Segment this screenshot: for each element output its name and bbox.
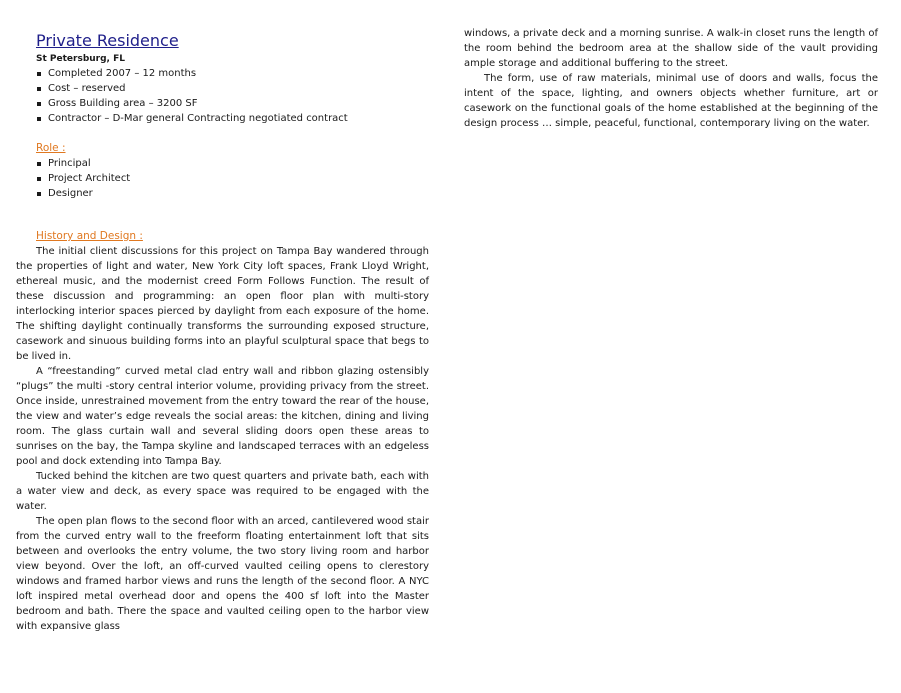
fact-contractor: Contractor – D-Mar general Contracting negotiated contract xyxy=(36,111,429,126)
project-title: Private Residence xyxy=(36,31,179,50)
role-heading: Role : xyxy=(36,142,66,154)
history-paragraph: The form, use of raw materials, minimal use of doors and walls, focus the intent of the space, lighting, and owners objects whether furniture, art or casework on the functional goals of the home established at the beginning of the design process … simple, peaceful, functional, contemporary living on the water. xyxy=(464,73,878,129)
role-item: Designer xyxy=(36,186,429,201)
fact-area: Gross Building area – 3200 SF xyxy=(36,96,429,111)
role-item: Project Architect xyxy=(36,171,429,186)
project-facts-list xyxy=(36,66,429,126)
role-list xyxy=(36,156,429,201)
history-paragraph: The open plan flows to the second floor with an arced, cantilevered wood stair from the curved entry wall to the freeform floating entertainment loft that sits between and overlooks the entry volume, the two story living room and harbor view beyond. Over the loft, an off-curved vaulted ceiling opens to clerestory windows and framed harbor views and runs the length of the second floor. A NYC loft inspired metal overhead door and opens the 400 sf loft into the Master bedroom and bath. There the space and vaulted ceiling open to the harbor view with expansive glass xyxy=(16,516,429,632)
left-column xyxy=(16,30,429,634)
project-location: St Petersburg, FL xyxy=(36,54,125,64)
history-paragraph: Tucked behind the kitchen are two quest quarters and private bath, each with a water view and deck, as every space was required to be engaged with the water. xyxy=(16,471,429,512)
fact-cost: Cost – reserved xyxy=(36,81,429,96)
fact-completed: Completed 2007 – 12 months xyxy=(36,66,429,81)
role-item: Principal xyxy=(36,156,429,171)
history-paragraph: A “freestanding” curved metal clad entry wall and ribbon glazing ostensibly “plugs” the multi -story central interior volume, providing privacy from the street. Once inside, unrestrained movement from the entry toward the rear of the house, the view and water’s edge reveals the social areas: the kitchen, dining and living room. The glass curtain wall and several sliding doors open these areas to sunrises on the bay, the Tampa skyline and landscaped terraces with an edgeless pool and dock extending into Tampa Bay. xyxy=(16,366,429,467)
history-paragraph-continued: windows, a private deck and a morning sunrise. A walk-in closet runs the length of the room behind the bedroom area at the shallow side of the vault providing ample storage and additional buffering to the street. xyxy=(464,28,878,69)
history-paragraph: The initial client discussions for this project on Tampa Bay wandered through the properties of light and water, New York City loft spaces, Frank Lloyd Wright, ethereal music, and the modernist creed Form Follows Function. The result of these discussion and programming: an open floor plan with multi-story interlocking interior spaces pierced by daylight from each exposure of the home. The shifting daylight continually transforms the surrounding exposed structure, casework and sinuous building forms into an playful sculptural space that begs to be lived in. xyxy=(16,246,429,362)
history-heading: History and Design : xyxy=(36,230,143,242)
right-column xyxy=(464,26,878,131)
